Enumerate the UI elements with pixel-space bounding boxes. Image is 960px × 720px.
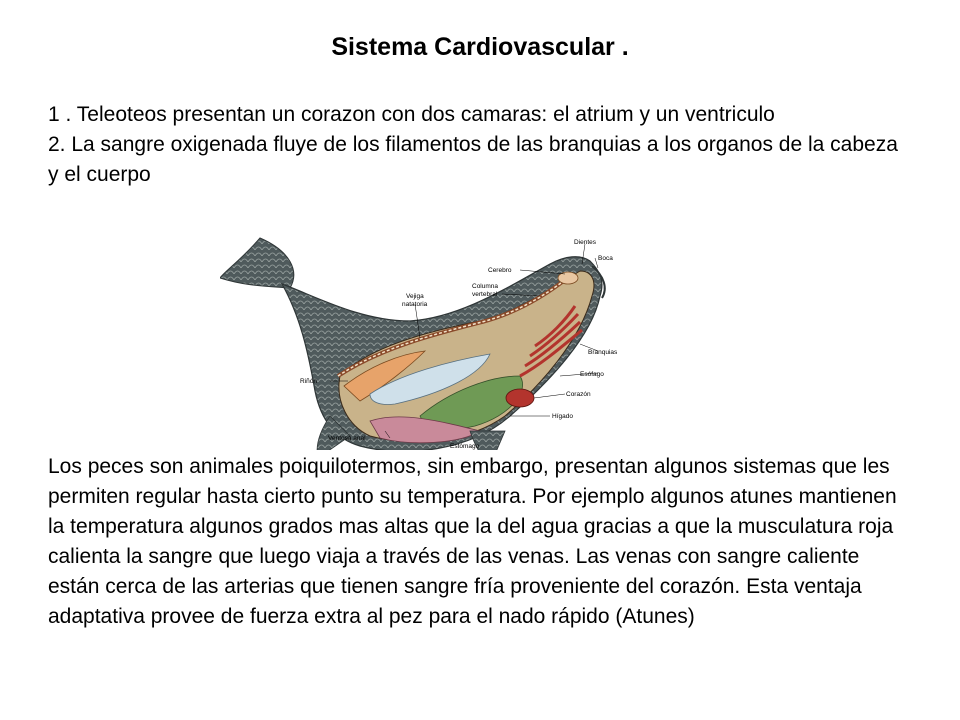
- label-natatoria: natatoria: [402, 301, 428, 308]
- point-2: 2. La sangre oxigenada fluye de los filamentos de las branquias a los organos de la cabeza y el cuerpo: [48, 133, 898, 186]
- heart: [506, 389, 534, 407]
- label-higado: Hígado: [552, 413, 573, 420]
- label-estomago: Estómago: [450, 443, 480, 450]
- label-ventosa: Ventosa anal: [328, 435, 366, 442]
- body-paragraph: Los peces son animales poiquilotermos, sin embargo, presentan algunos sistemas que les permiten regular hasta cierto punto su temperatura. Por ejemplo algunos atunes mantienen la temperatura algunos grados mas altas que la del agua gracias a que la musculatura roja calienta la sangre que luego viaja a través de las venas. Las venas con sangre caliente están cerca de las arterias que tienen sangre fría proveniente del corazón. Esta ventaja adaptativa provee de fuerza extra al pez para el nado rápido (Atunes): [48, 455, 897, 628]
- fish-anatomy-figure: [220, 226, 640, 450]
- key-points: [48, 100, 908, 190]
- label-columna: Columna: [472, 283, 499, 290]
- label-dientes: Dientes: [574, 239, 597, 246]
- label-rinon: Riñón: [300, 378, 317, 385]
- page-title: Sistema Cardiovascular .: [331, 33, 629, 61]
- label-vejiga: Vejiga: [406, 293, 424, 300]
- label-branquias: Branquias: [588, 349, 618, 356]
- label-cerebro: Cerebro: [488, 267, 512, 274]
- tail-fin: [220, 238, 294, 288]
- label-vertebral: vertebral: [472, 291, 498, 298]
- label-boca: Boca: [598, 255, 613, 262]
- fish-anatomy-illustration: [220, 226, 640, 450]
- point-1: 1 . Teleoteos presentan un corazon con dos camaras: el atrium y un ventriculo: [48, 103, 775, 126]
- label-esofago: Esófago: [580, 371, 604, 378]
- label-corazon: Corazón: [566, 391, 591, 398]
